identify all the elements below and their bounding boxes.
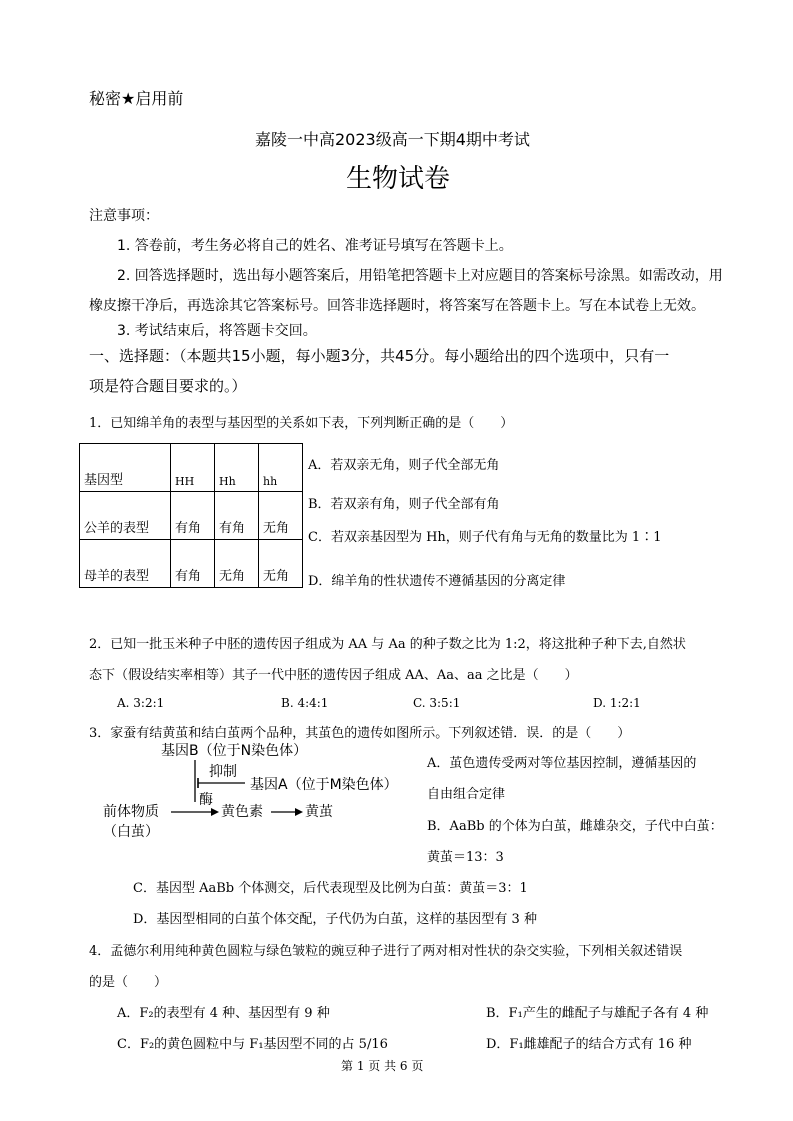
notice-item-2-line2: 橡皮擦干净后，再选涂其它答案标号。回答非选择题时，将答案写在答题卡上。写在本试卷上无效。 (89, 298, 705, 314)
table-row (80, 492, 303, 540)
q3-option-a-line2: 自由组合定律 (427, 787, 506, 802)
q4-option-d: D．F₁雌雄配子的结合方式有 16 种 (486, 1037, 692, 1052)
table-cell: 有角 (171, 540, 215, 588)
q2-option-d: D. 1:2:1 (593, 696, 641, 710)
q2-option-c: C. 3:5:1 (413, 696, 461, 710)
table-row (80, 540, 303, 588)
table-cell: 母羊的表型 (80, 540, 171, 588)
table-cell: 无角 (259, 540, 303, 588)
q2-option-a: A. 3:2:1 (117, 696, 165, 710)
precursor-label: 前体物质 (103, 804, 159, 820)
q4-option-c: C．F₂的黄色圆粒中与 F₁基因型不同的占 5/16 (117, 1037, 388, 1052)
table-cell: 基因型 (80, 444, 171, 492)
q4-stem-line2: 的是（ ） (89, 975, 168, 990)
page-number: 第 1 页 共 6 页 (341, 1059, 424, 1073)
yellow-cocoon-label: 黄茧 (305, 804, 333, 820)
gene-b-label: 基因B（位于N染色体） (161, 743, 308, 759)
arrow-head (211, 808, 219, 816)
q2-stem-line1: 2．已知一批玉米种子中胚的遗传因子组成为 AA 与 Aa 的种子数之比为 1:2，将这批种子种下去,自然状 (89, 637, 686, 652)
q1-option-b: B．若双亲有角，则子代全部有角 (308, 497, 500, 512)
table-cell: hh (259, 444, 303, 492)
genotype-table (79, 443, 303, 588)
table-row (80, 444, 303, 492)
q3-option-d: D．基因型相同的白茧个体交配，子代仍为白茧，这样的基因型有 3 种 (133, 912, 537, 927)
notice-item-2-line1: 2. 回答选择题时，选出每小题答案后，用铅笔把答题卡上对应题目的答案标号涂黑。如需改动，用 (117, 268, 723, 284)
q1-stem: 1．已知绵羊角的表型与基因型的关系如下表，下列判断正确的是（ ） (89, 416, 514, 431)
q3-option-c: C．基因型 AaBb 个体测交，后代表现型及比例为白茧：黄茧＝3：1 (133, 881, 528, 896)
table-cell: 公羊的表型 (80, 492, 171, 540)
section-heading-line1: 一、选择题：（本题共15小题，每小题3分，共45分。每小题给出的四个选项中，只有一 (89, 347, 670, 365)
q4-option-b: B．F₁产生的雌配子与雄配子各有 4 种 (486, 1006, 709, 1021)
q2-option-b: B. 4:4:1 (281, 696, 329, 710)
cocoon-color-pathway-diagram (95, 738, 415, 840)
q4-stem-line1: 4．孟德尔利用纯种黄色圆粒与绿色皱粒的豌豆种子进行了两对相对性状的杂交实验，下列相关叙述错误 (89, 944, 683, 959)
pigment-label: 黄色素 (221, 804, 263, 820)
section-heading-line2: 项是符合题目要求的。） (89, 377, 247, 395)
q1-option-d: D．绵羊角的性状遗传不遵循基因的分离定律 (308, 574, 566, 589)
exam-title: 嘉陵一中高2023级高一下期4期中考试 (255, 130, 530, 149)
q1-option-c: C．若双亲基因型为 Hh，则子代有角与无角的数量比为 1∶1 (308, 530, 662, 545)
q4-option-a: A．F₂的表型有 4 种、基因型有 9 种 (117, 1006, 330, 1021)
q3-option-b-line1: B．AaBb 的个体为白茧，雌雄杂交，子代中白茧： (427, 819, 723, 834)
q3-stem: 3．家蚕有结黄茧和结白茧两个品种，其茧色的遗传如图所示。下列叙述错．误．的是（ ） (89, 726, 631, 741)
table-cell: HH (171, 444, 215, 492)
table-cell: 有角 (215, 492, 259, 540)
confidential-label: 秘密★启用前 (89, 89, 184, 108)
q3-option-b-line2: 黄茧＝13：3 (427, 850, 504, 865)
notice-item-1: 1. 答卷前，考生务必将自己的姓名、准考证号填写在答题卡上。 (117, 238, 513, 254)
inhibit-label: 抑制 (209, 764, 237, 780)
arrow-head (295, 808, 303, 816)
table-cell: 无角 (259, 492, 303, 540)
table-cell: Hh (215, 444, 259, 492)
notice-heading: 注意事项： (89, 208, 159, 224)
q1-option-a: A．若双亲无角，则子代全部无角 (308, 458, 500, 473)
subject-title: 生物试卷 (346, 164, 451, 194)
table-cell: 有角 (171, 492, 215, 540)
notice-item-3: 3. 考试结束后，将答题卡交回。 (117, 323, 317, 339)
q2-stem-line2: 态下（假设结实率相等）其子一代中胚的遗传因子组成 AA、Aa、aa 之比是（ ） (89, 668, 578, 683)
gene-a-label: 基因A（位于M染色体） (250, 777, 398, 793)
white-cocoon-label: （白茧） (103, 824, 159, 840)
table-cell: 无角 (215, 540, 259, 588)
q3-option-a-line1: A．茧色遗传受两对等位基因控制，遵循基因的 (427, 756, 697, 771)
enzyme-label: 酶 (199, 792, 213, 808)
